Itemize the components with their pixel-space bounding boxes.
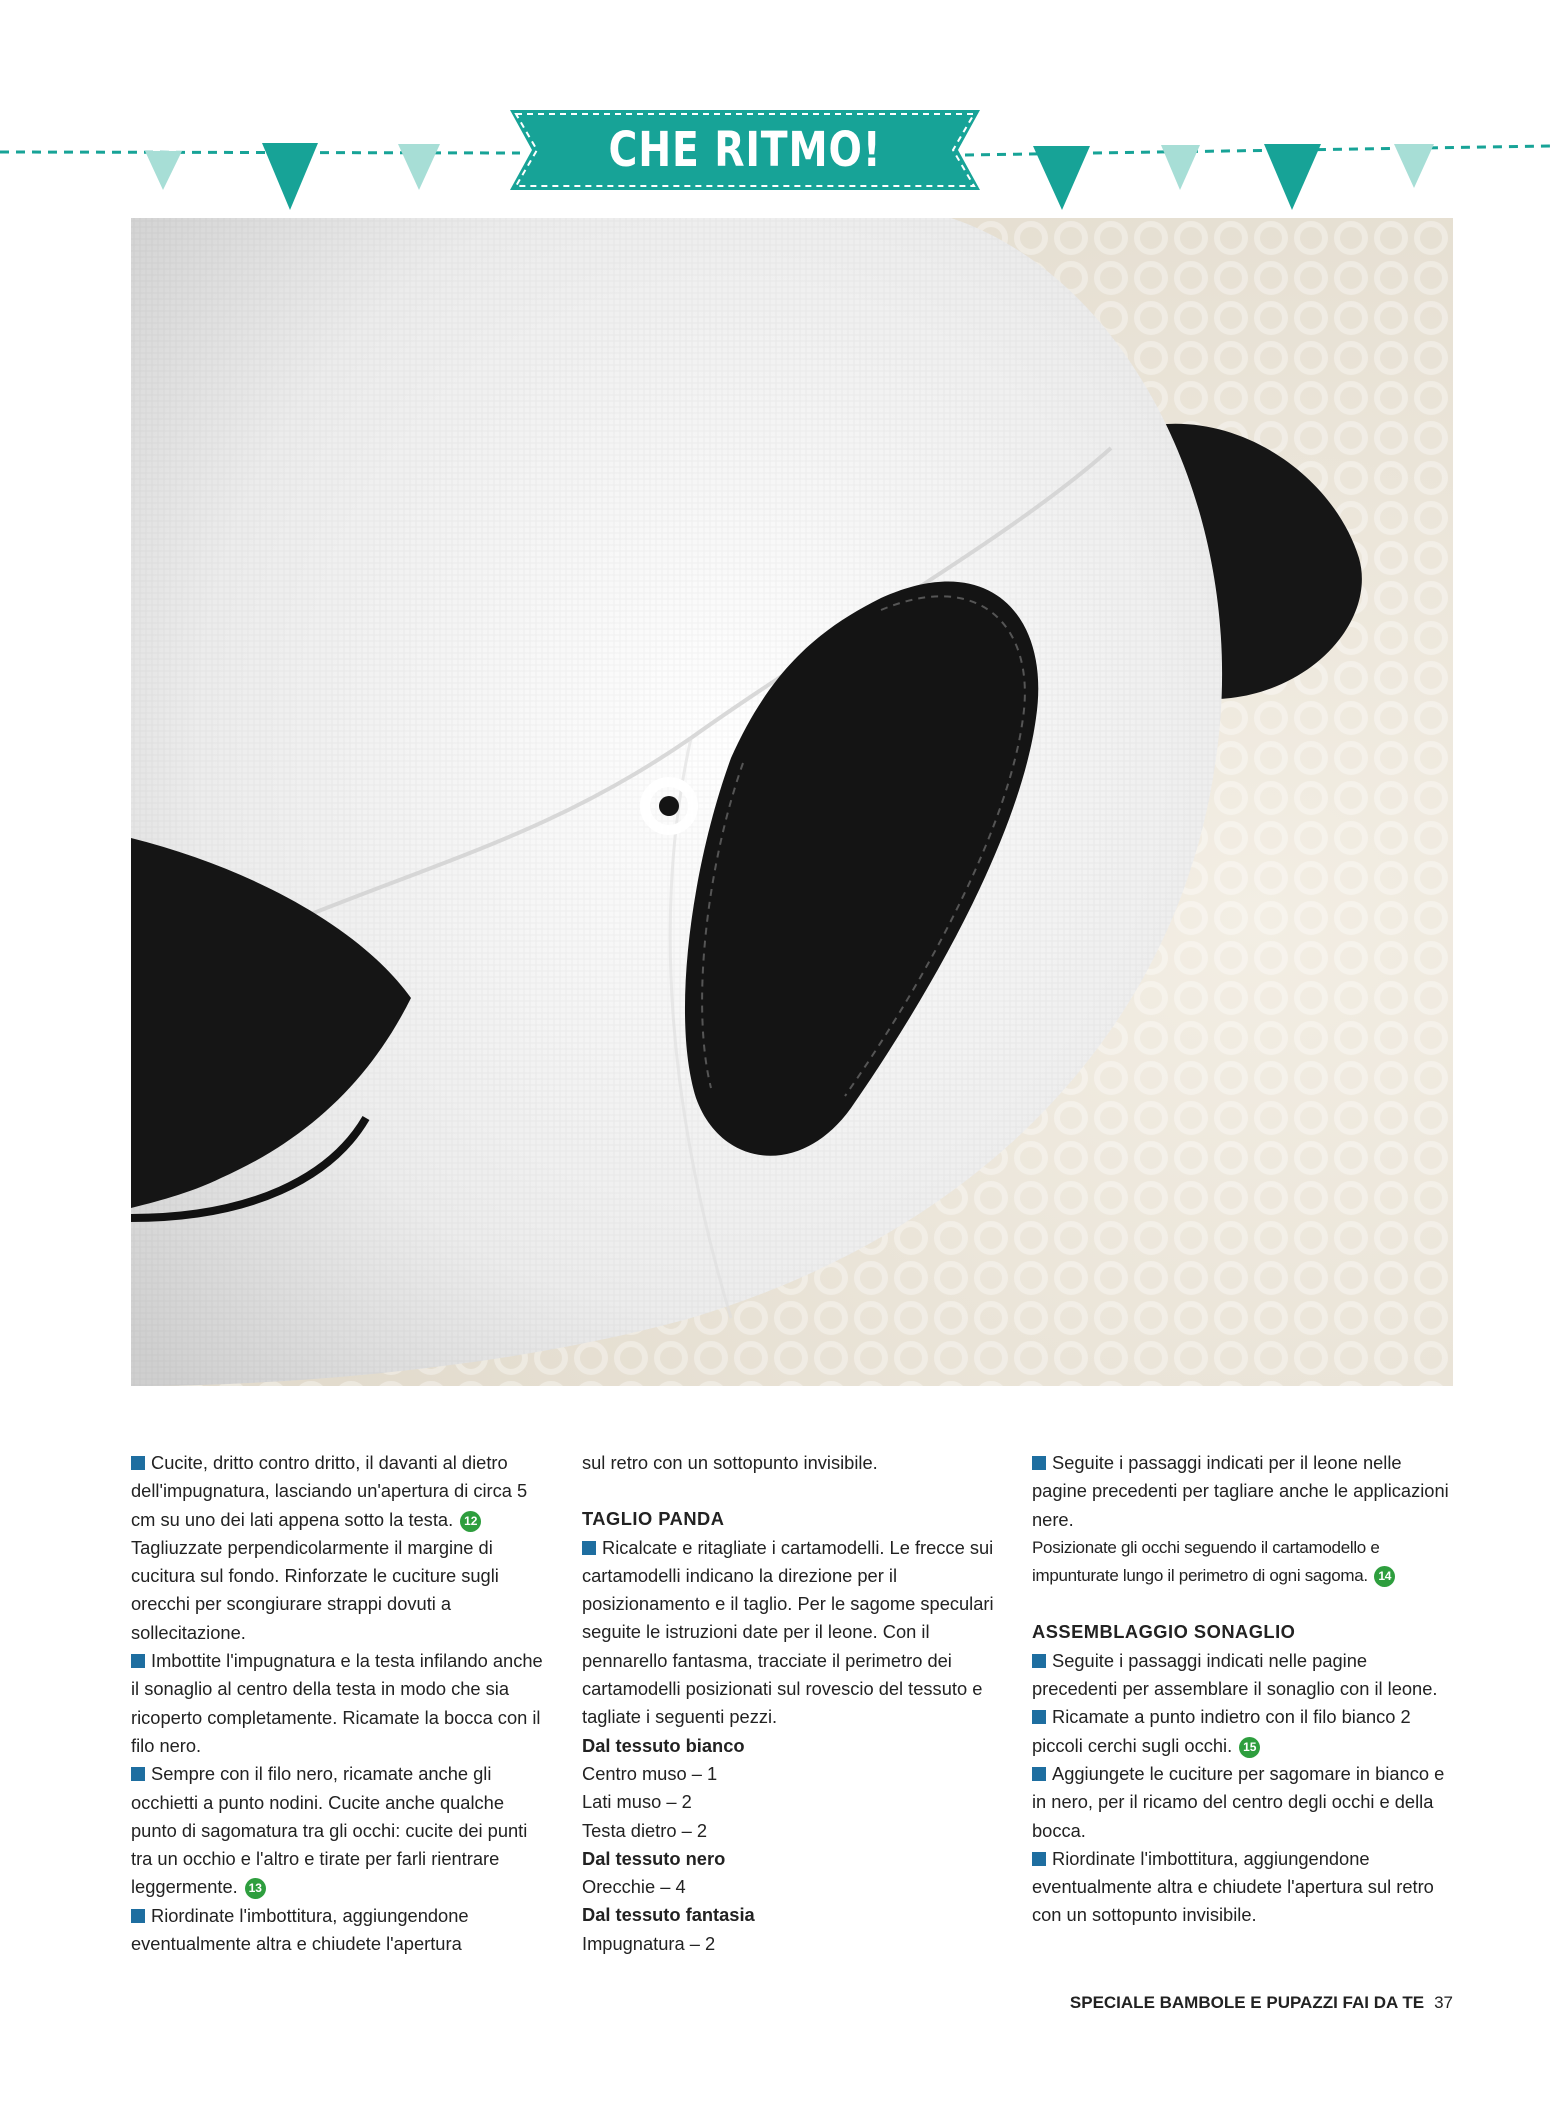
list-item: Impugnatura – 2 bbox=[582, 1932, 716, 1954]
page-title: CHE RITMO! bbox=[608, 122, 882, 178]
bullet-square-icon bbox=[1032, 1456, 1046, 1470]
paragraph: Seguite i passaggi indicati nelle pagine precedenti per assemblare il sonaglio con il leone. bbox=[1032, 1649, 1438, 1700]
pennant-flag bbox=[262, 143, 318, 210]
bullet-square-icon bbox=[1032, 1710, 1046, 1724]
list-item: Orecchie – 4 bbox=[582, 1876, 686, 1898]
step-number-badge: 13 bbox=[245, 1878, 266, 1899]
paragraph: Riordinate l'imbottitura, aggiungendone eventualmente altra e chiudete l'apertura sul retro con un sottopunto invisibile. bbox=[1032, 1847, 1434, 1926]
pennant-flag bbox=[398, 144, 440, 190]
bullet-square-icon bbox=[131, 1654, 145, 1668]
pennant-flag bbox=[1394, 144, 1434, 188]
bullet-square-icon bbox=[131, 1909, 145, 1923]
paragraph: Imbottite l'impugnatura e la testa infilando anche il sonaglio al centro della testa in modo che sia ricoperto completamente. Ricamate la bocca con il filo nero. bbox=[131, 1650, 543, 1756]
step-number-badge: 12 bbox=[460, 1511, 481, 1532]
subheading: Dal tessuto nero bbox=[582, 1847, 726, 1869]
pennant-flag bbox=[1161, 145, 1200, 190]
bullet-square-icon bbox=[1032, 1654, 1046, 1668]
paragraph: Ricalcate e ritagliate i cartamodelli. Le frecce sui cartamodelli indicano la direzione per il posizionamento e il taglio. Per le sagome speculari seguite le istruzioni date per il leone. Con il pennarello fantasma, tracciate il perimetro dei cartamodelli posizionati sul rovescio del tessuto e tagliate i seguenti pezzi. bbox=[582, 1536, 994, 1728]
section-name: SPECIALE BAMBOLE E PUPAZZI FAI DA TE bbox=[1069, 1993, 1425, 2012]
bullet-square-icon bbox=[131, 1456, 145, 1470]
bullet-square-icon bbox=[582, 1541, 596, 1555]
subheading: Dal tessuto bianco bbox=[582, 1734, 745, 1756]
page-number: 37 bbox=[1434, 1993, 1453, 2012]
section-heading: ASSEMBLAGGIO SONAGLIO bbox=[1032, 1621, 1296, 1643]
title-banner bbox=[510, 110, 980, 190]
paragraph: Cucite, dritto contro dritto, il davanti al dietro dell'impugnatura, lasciando un'apertura di circa 5 cm su uno dei lati appena sotto la testa. 12 Tagliuzzate perpendicolarmente il margine di cucitura sul fondo. Rinforzate le cuciture sugli orecchi per scongiurare strappi dovuti a sollecitazione. bbox=[131, 1452, 528, 1643]
paragraph: Ricamate a punto indietro con il filo bianco 2 piccoli cerchi sugli occhi. 15 bbox=[1032, 1706, 1411, 1756]
pennant-flag bbox=[1264, 144, 1321, 210]
paragraph-continued: sul retro con un sottopunto invisibile. bbox=[582, 1452, 878, 1473]
text-column-1 bbox=[131, 1449, 551, 1958]
pennant-flag bbox=[145, 151, 182, 190]
text-column-3 bbox=[1032, 1449, 1452, 1930]
paragraph: Sempre con il filo nero, ricamate anche gli occhietti a punto nodini. Cucite anche qualche punto di sagomatura tra gli occhi: cucite dei punti tra un occhio e l'altro e tirate per farli rientrare leggermente. 13 bbox=[131, 1763, 528, 1898]
bullet-square-icon bbox=[1032, 1767, 1046, 1781]
paragraph: Aggiungete le cuciture per sagomare in bianco e in nero, per il ricamo del centro degli occhi e della bocca. bbox=[1032, 1762, 1445, 1841]
text-column-2 bbox=[582, 1449, 1002, 1958]
pennant-flag bbox=[1033, 146, 1090, 210]
paragraph: Posizionate gli occhi seguendo il cartamodello e impunturate lungo il perimetro di ogni sagoma. 14 bbox=[1032, 1534, 1452, 1591]
list-item: Centro muso – 1 bbox=[582, 1762, 718, 1784]
list-item: Testa dietro – 2 bbox=[582, 1819, 707, 1841]
subheading: Dal tessuto fantasia bbox=[582, 1904, 755, 1926]
bullet-square-icon bbox=[131, 1767, 145, 1781]
section-heading: TAGLIO PANDA bbox=[582, 1508, 725, 1530]
paragraph: Seguite i passaggi indicati per il leone nelle pagine precedenti per tagliare anche le applicazioni nere. bbox=[1032, 1452, 1449, 1530]
step-number-badge: 15 bbox=[1239, 1737, 1260, 1758]
bullet-square-icon bbox=[1032, 1852, 1046, 1866]
list-item: Lati muso – 2 bbox=[582, 1791, 692, 1813]
panda-photo bbox=[131, 218, 1453, 1386]
step-number-badge: 14 bbox=[1374, 1566, 1395, 1587]
page-footer bbox=[1070, 1993, 1453, 2013]
paragraph: Riordinate l'imbottitura, aggiungendone eventualmente altra e chiudete l'apertura bbox=[131, 1904, 469, 1955]
